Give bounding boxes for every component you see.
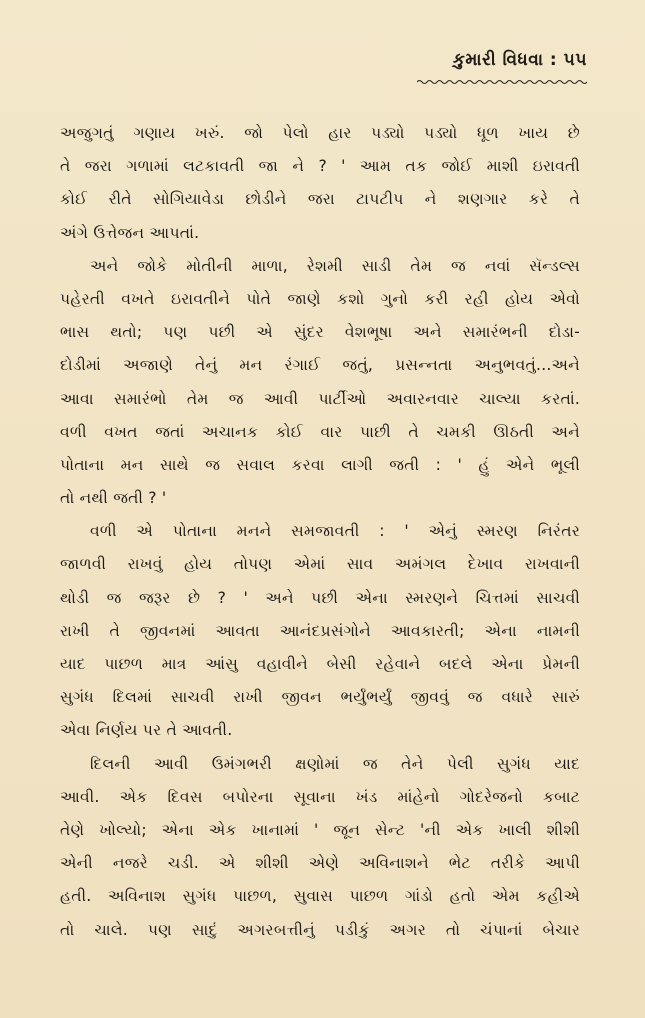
text-line: જાળવી રાખવું હોય તોપણ એમાં સાવ અમંગલ દેખાવ રાખવાની	[60, 555, 580, 574]
text-line: યાદ પાછળ માત્ર આંસુ વહાવીને બેસી રહેવાને બદલે એના પ્રેમની	[60, 655, 580, 673]
text-line: સુગંધ દિલમાં સાચવી રાખી જીવન ભર્યુંભર્યું જીવવું જ વધારે સારું	[60, 688, 580, 707]
text-line: તેણે ખોલ્યો; એના એક ખાનામાં ' જૂન સેન્ટ 'ની એક ખાલી શીશી	[60, 820, 580, 839]
text-line: પહેરતી વખતે ઇરાવતીને પોતે જાણે કશો ગુનો કરી રહી હોય એવો	[60, 289, 580, 308]
text-line: અને જોકે મોતીની માળા, રેશમી સાડી તેમ જ નવાં સૅન્ડલ્સ	[90, 256, 580, 275]
text-line: રાખી તે જીવનમાં આવતા આનંદપ્રસંગોને આવકારતી; એના નામની	[60, 621, 580, 640]
wavy-rule	[417, 79, 587, 85]
text-line: તો નથી જતી ? '	[60, 489, 167, 508]
text-line: એની નજરે ચડી. એ શીશી એણે અવિનાશને ભેટ તરીકે આપી	[60, 854, 580, 873]
running-head: કુમારી વિધવા : ૫૫	[452, 50, 587, 70]
text-line: વળી વખત જતાં અચાનક કોઈ વાર પાછી તે ચમકી ઊઠતી અને	[60, 422, 580, 441]
paragraph-1	[60, 117, 580, 250]
text-line: અંગે ઉત્તેજન આપતાં.	[60, 223, 200, 242]
text-line: થોડી જ જરૂર છે ? ' અને પછી એના સ્મરણને ચિત્તમાં સાચવી	[60, 588, 580, 607]
paragraph-2	[60, 250, 580, 516]
text-line: કોઈ રીતે સોગિયાવેડા છોડીને જરા ટાપટીપ ને શણગાર કરે તે	[60, 190, 580, 209]
text-line: હતી. અવિનાશ સુગંધ પાછળ, સુવાસ પાછળ ગાંડો હતો એમ કહીએ	[60, 887, 580, 906]
text-line: ભાસ થતો; પણ પછી એ સુંદર વેશભૂષા અને સમારંભની દોડા-	[60, 323, 580, 342]
paragraph-3	[60, 515, 580, 747]
text-line: તો ચાલે. પણ સાદું અગરબત્તીનું પડીકું અગર તો ચંપાનાં બેચાર	[60, 920, 580, 939]
text-line: વળી એ પોતાના મનને સમજાવતી : ' એનું સ્મરણ નિરંતર	[90, 522, 580, 541]
page-header	[417, 50, 587, 89]
text-line: અજુગતું ગણાય ખરું. જો પેલો હાર પડ્યો પડ્યો ધૂળ ખાય છે	[60, 124, 580, 142]
text-line: પોતાના મન સાથે જ સવાલ કરવા લાગી જતી : ' હું એને ભૂલી	[60, 455, 580, 474]
text-line: એવા નિર્ણય પર તે આવતી.	[60, 721, 233, 740]
text-line: દોડીમાં અજાણે તેનું મન રંગાઈ જતું, પ્રસન્નતા અનુભવતું...અને	[60, 356, 580, 375]
text-line: દિલની આવી ઉમંગભરી ક્ષણોમાં જ તેને પેલી સુગંધ યાદ	[90, 754, 580, 773]
text-line: આવા સમારંભો તેમ જ આવી પાર્ટીઓ અવારનવાર ચાલ્યા કરતાં.	[60, 389, 580, 408]
paragraph-4	[60, 748, 580, 947]
body-text	[60, 117, 580, 947]
text-line: તે જરા ગળામાં લટકાવતી જા ને ? ' આમ તક જોઈ માશી ઇરાવતી	[60, 157, 580, 176]
text-line: આવી. એક દિવસ બપોરના સૂવાના ખંડ માંહેનો ગોદરેજનો કબાટ	[60, 787, 580, 806]
